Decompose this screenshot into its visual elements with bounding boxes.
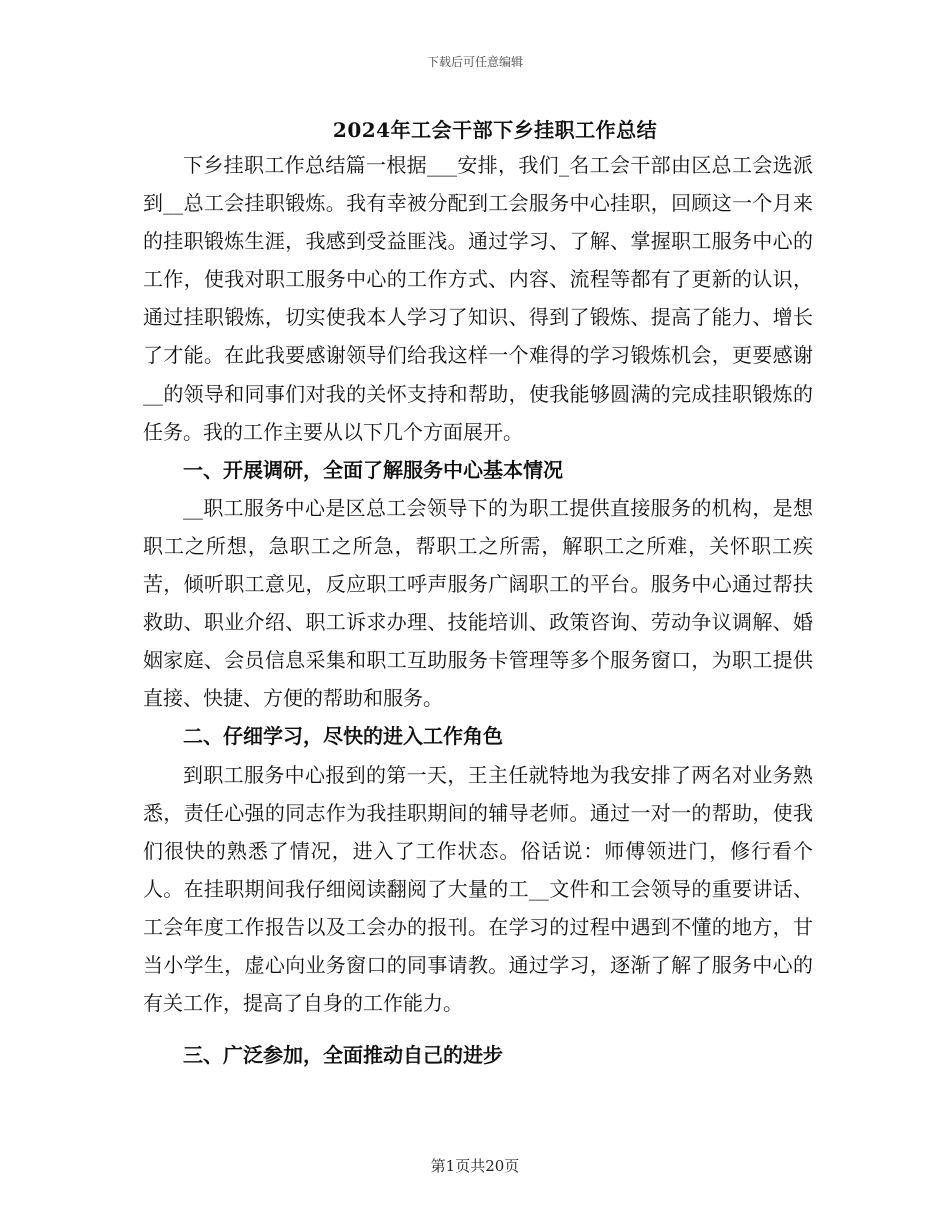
document-body [143,146,813,1074]
section-heading-2: 二、仔细学习，尽快的进入工作角色 [183,724,503,749]
page-number-footer: 第1页共20页 [430,1157,520,1175]
section-2-paragraph: 到职工服务中心报到的第一天，王主任就特地为我安排了两名对业务熟悉，责任心强的同志作为我挂职期间的辅导老师。通过一对一的帮助，使我们很快的熟悉了情况，进入了工作状态。俗话说：师傅领进门，修行看个人。在挂职期间我仔细阅读翻阅了大量的工__文件和工会领导的重要讲话、工会年度工作报告以及工会办的报刊。在学习的过程中遇到不懂的地方，甘当小学生，虚心向业务窗口的同事请教。通过学习，逐渐了解了服务中心的有关工作，提高了自身的工作能力。 [143,762,813,1016]
intro-paragraph: 下乡挂职工作总结篇一根据___安排，我们_名工会干部由区总工会选派到__总工会挂职锻炼。我有幸被分配到工会服务中心挂职，回顾这一个月来的挂职锻炼生涯，我感到受益匪浅。通过学习、了解、掌握职工服务中心的工作，使我对职工服务中心的工作方式、内容、流程等都有了更新的认识，通过挂职锻炼，切实使我本人学习了知识、得到了锻炼、提高了能力、增长了才能。在此我要感谢领导们给我这样一个难得的学习锻炼机会，更要感谢__的领导和同事们对我的关怀支持和帮助，使我能够圆满的完成挂职锻炼的任务。我的工作主要从以下几个方面展开。 [143,153,813,444]
section-1-paragraph: __职工服务中心是区总工会领导下的为职工提供直接服务的机构，是想职工之所想，急职工之所急，帮职工之所需，解职工之所难，关怀职工疾苦，倾听职工意见，反应职工呼声服务广阔职工的平台。服务中心通过帮扶救助、职业介绍、职工诉求办理、技能培训、政策咨询、劳动争议调解、婚姻家庭、会员信息采集和职工互助服务卡管理等多个服务窗口，为职工提供直接、快捷、方便的帮助和服务。 [143,495,813,711]
document-title: 2024年工会干部下乡挂职工作总结 [332,118,658,142]
section-heading-3: 三、广泛参加，全面推动自己的进步 [183,1043,503,1068]
section-heading-1: 一、开展调研，全面了解服务中心基本情况 [183,457,563,482]
page-header-note: 下载后可任意编辑 [426,55,523,69]
